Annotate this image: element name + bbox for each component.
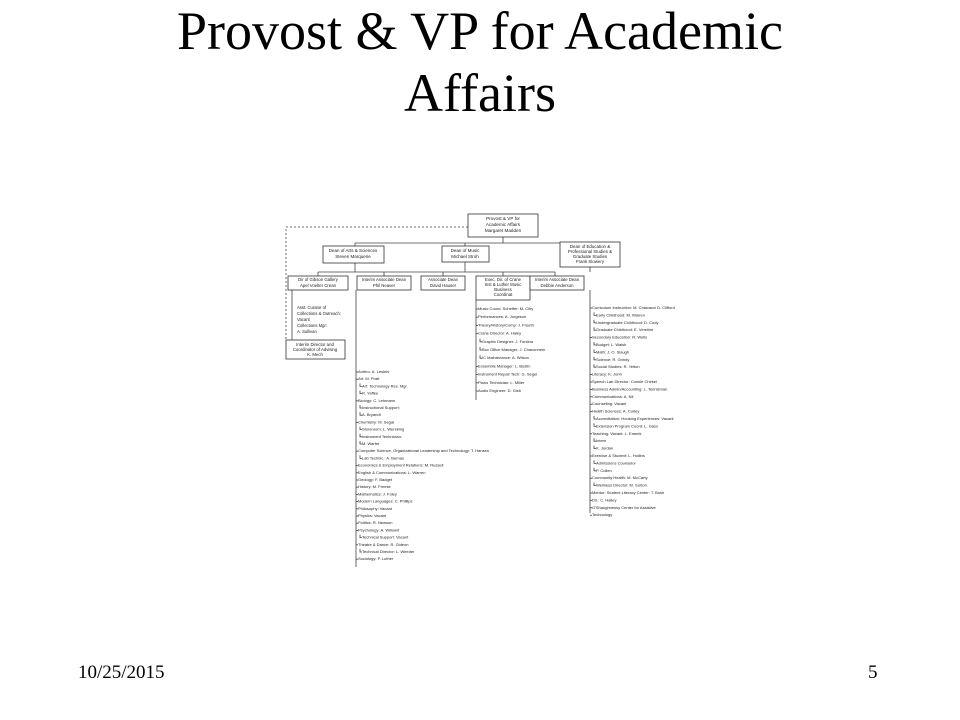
org-list-item: Chemistry: M. Segal [358,419,395,425]
org-list-item: Teaching: Vacant: L. Emeek [592,430,642,436]
org-list-item: R. Yaffee [362,390,379,396]
org-box-line: Apel Voelter Crean [299,283,337,288]
org-box-line: Frank Slowery [575,259,605,264]
org-list-item: Storeroom: L. Wereking [362,426,405,432]
org-list-item: Math: J. O. Slaugh [596,349,630,355]
org-list-item: Counseling: Vacant [592,401,627,407]
org-list-item: History: M. Freese [358,484,391,490]
org-list-item: Budget: L. Walsh [596,342,627,347]
org-list-item: Lab Technic.: A. Bernas [362,455,404,461]
org-box-line: Interim Associate Dean [361,277,407,282]
org-list-item: Music Coord. Scheffer: M. Cliry [478,306,534,311]
org-list-item: Mathematics: J. Foley [358,491,397,497]
org-list-item: Mentor: Student Literacy Center: T. Bush [592,490,665,495]
org-list-item: Accreditation: Housing Experiences: Vacant [596,416,674,421]
org-list-item: Extension Program Coord: L. Gass [596,423,659,429]
org-box-dean-music [442,246,489,262]
org-box-provost-line: Margaret Madden [484,228,522,233]
org-list-item: Technical Support: Vacant [362,534,409,540]
org-list-item: Instrument Repair Tech: G. Segel [478,371,538,377]
org-list-item: Graphic Designer: J. Fontina [482,338,533,344]
slide-page-number: 5 [868,662,878,683]
org-box-line: Interim Associate Dean [534,277,580,282]
org-list-item: Economics & Employment Relations: M. Russell [358,462,444,468]
org-box-line: Steven Marquerie [335,254,371,259]
org-list-item: Business Admin/Accounting: L. Tennisman [592,386,668,392]
org-list-item: Early Childhood: M. Warren [596,312,645,318]
org-list-item: Physics: Vacant [358,513,387,518]
org-box-interim-assoc-dean [357,276,411,290]
org-list-item: Community Health: M. McCarty [592,475,648,481]
org-list-item: Communications: A. Nil [592,393,634,399]
org-box-line: Inst & Luther Music [484,282,522,287]
org-box-line: Professional Studies & [567,249,613,254]
org-box-line: Phil Neaver [372,283,396,288]
org-list-item: A. Sullivan [297,329,317,334]
org-list-item: Vacant [297,317,310,322]
org-list-item: Wellness Director: M. Surton [596,482,647,488]
org-list-item: Biology: C. Lehmann [358,397,396,403]
org-box-line: David Hauser [429,283,457,288]
org-list-item: Graduate Childhood: E. Vereline [596,327,654,333]
music-staff-list [476,306,546,393]
org-box-line: Dean of Music [450,248,480,253]
org-box-line: Coordinat [493,292,513,297]
org-list-item: Exercise & Student: L. Hollins [592,453,645,458]
org-box-line: Interim Director and [296,342,334,347]
org-list-item: K. Jordan [596,445,614,451]
org-box-line: Graduate Studies [572,254,608,259]
org-box-line: Exec. Dir. of Crane [484,277,522,282]
gallery-staff-list [297,305,341,334]
org-box-line: Business [494,287,512,292]
org-list-item: Art: Technology Res. Mgr. [362,383,408,389]
org-list-item: Psychology: A. Willowit [358,527,399,533]
org-list-item: Audio Engineer: D. Gish [478,388,521,393]
org-list-item: O'Shaughnessy Center for Assistive [592,504,656,510]
org-list-item: Science: R. Grindy [596,356,630,362]
org-list-item: Asst. Curator of [297,305,327,310]
org-list-item: Instrument Technician: [362,433,402,439]
org-list-item: Technology [592,512,613,518]
org-list-item: Sociology: P. Luther [358,556,394,562]
org-list-item: Literacy: K. Jorin [592,371,622,377]
org-list-item: P. Cullen [596,467,612,473]
org-list-item: Modern Languages: C. Phillips [358,498,413,504]
org-list-item: Speech Lab Director: Connie Chirkel [592,379,657,384]
org-box-provost-line: Provost & VP for [486,216,520,221]
org-list-item: Performances: A. Jorgeson [478,314,527,320]
org-list-item: Instructional Support: [362,405,400,410]
org-box-line: Dean of Arts & Sciences [328,248,378,253]
org-list-item: Intern [596,438,607,444]
org-list-item: Ensemble Manager: L. Bustin [478,363,531,369]
org-box-line: Michael Stroh [451,254,479,259]
org-box-line: K. Mech [307,352,323,357]
org-list-item: Curriculum Instruction: M. Chiavacci D. Clifford [592,305,675,310]
org-list-item: Geology: F. Badget [358,477,393,482]
org-list-item: English & Communications: L. Warren [358,469,426,475]
org-list-item: Computer Science, Organizational Leadership and Technology: T. Hansen [358,448,490,454]
org-list-item: Art: M. Pratt [358,376,380,382]
org-list-item: Dir.: C. Halley [592,497,617,503]
org-box-assoc-dean [421,276,465,290]
org-list-item: Technical Director: L. Weeder [362,549,415,554]
org-list-item: Theory/History/Comp: J. Freeth [478,322,534,328]
org-box-interim-director [286,340,345,359]
org-box-line: Debbie Anderson [540,283,574,288]
org-box-provost [468,214,538,237]
education-department-list [590,305,675,517]
org-list-item: Undergraduate Childhood: D. Cody [596,319,659,325]
org-box-provost-line: Academic Affairs [485,222,521,227]
slide-date: 10/25/2015 [78,662,165,683]
org-list-item: Philosophy: Vacant [358,505,392,511]
arts-sciences-department-list [356,369,489,561]
org-box-dean-education [560,242,620,267]
org-box-line: Associate Dean [427,277,459,282]
org-list-item: Social Studies: R. Yelton [596,364,640,370]
org-list-item: Collections & Outreach: [297,311,341,316]
org-list-item: Piano Technician: L. Miller [478,379,525,385]
org-box-crane-exec-dir [476,276,530,300]
org-list-item: Theatre & Dance: R. Gideon [358,541,409,547]
org-list-item: Health Sciences: A. Curley [592,408,640,414]
org-list-item: Collections Mgr: [297,323,328,328]
org-list-item: Politics: R. Newson [358,520,393,526]
org-list-item: Crane Director: A. Haley [478,330,522,336]
slide-title: Provost & VP for Academic Affairs [177,1,783,123]
org-box-line: Dir of Gibson Gallery [298,277,338,282]
org-list-item: Secondary Education: R. Wells [592,334,648,340]
org-list-item: A. Bryandt [362,412,381,418]
org-box-gibson-gallery [288,276,348,290]
org-box-line: Dean of Education & [569,244,611,249]
org-list-item: Anthro: A. Lesleis [358,369,390,374]
org-box-interim-assoc-dean-edu [530,276,584,290]
org-list-item: M. Warfre [362,441,380,446]
org-list-item: Box Office Manager: J. Chaconnem [482,347,546,352]
org-box-dean-arts [323,246,384,263]
org-box-line: Coordinator of Advising [292,347,338,352]
org-list-item: IC Maintenance: A. Wilson [482,355,529,361]
org-list-item: Admissions Counselor [596,460,636,466]
